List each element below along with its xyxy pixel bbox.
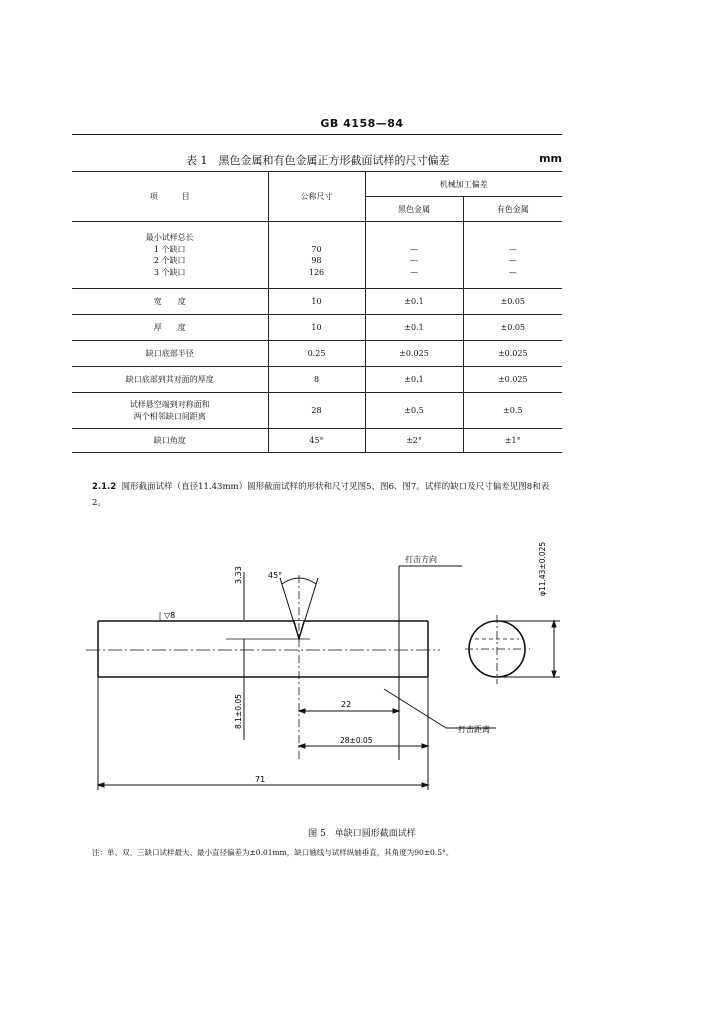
cell-item: 缺口底部半径: [72, 341, 268, 367]
paragraph-text: 圆形截面试样（直径11.43mm）圆形截面试样的形状和尺寸见图5、图6、图7。试样的缺口及尺寸偏差见图8和表2。: [92, 482, 550, 508]
cell-ferrous: ±0.1: [365, 289, 463, 315]
cell-nominal: 10: [268, 289, 365, 315]
cell-nonferrous: ±1°: [463, 429, 562, 453]
head-nonferrous: 有色金属: [463, 197, 562, 222]
head-machining: 机械加工偏差: [365, 172, 562, 197]
cell-nominal: 45°: [268, 429, 365, 453]
diameter-label: φ11.43±0.025: [538, 541, 547, 596]
standard-header: GB 4158—84: [320, 117, 404, 130]
head-ferrous: 黑色金属: [365, 197, 463, 222]
figure-note: 注：单、双、三缺口试样最大、最小直径偏差为±0.01mm，缺口轴线与试样纵轴垂直，其角度为90±0.5°。: [92, 848, 454, 857]
strike-direction-label: 打击方向: [405, 555, 437, 564]
dim-22-label: 22: [341, 700, 352, 709]
cell-item: 缺口角度: [72, 429, 268, 453]
cell-item: 宽 度: [72, 289, 268, 315]
dim-71-label: 71: [255, 775, 266, 784]
strike-distance-label: 打击距离: [458, 725, 490, 734]
head-item: 项 目: [72, 172, 268, 222]
cell-ferrous: ±2°: [365, 429, 463, 453]
cell-nominal: 0.25: [268, 341, 365, 367]
table-caption-title: 表 1 黑色金属和有色金属正方形截面试样的尺寸偏差: [186, 154, 450, 167]
cell-nonferrous: ±0.05: [463, 315, 562, 341]
cell-nonferrous: ±0.05: [463, 289, 562, 315]
dim-28-label: 28±0.05: [340, 736, 373, 745]
cell-nonferrous: — — —: [463, 222, 562, 289]
angle-label: 45°: [268, 571, 283, 580]
cell-nonferrous: ±0.025: [463, 341, 562, 367]
table-caption-unit: mm: [539, 152, 562, 165]
cell-nominal: 28: [268, 393, 365, 429]
cell-item: 试样悬空端到对称面和 两个相邻缺口间距离: [72, 393, 268, 429]
cell-ferrous: ±0.025: [365, 341, 463, 367]
section-number: 2.1.2: [92, 482, 117, 492]
dim-333-label: 3.33: [234, 566, 243, 584]
cell-ferrous: — — —: [365, 222, 463, 289]
cell-nominal: 8: [268, 367, 365, 393]
dim-81-label: 8.1±0.05: [234, 694, 243, 729]
cell-item: 缺口底部到其对面的厚度: [72, 367, 268, 393]
figure-caption: 图 5 单缺口圆形截面试样: [308, 829, 416, 839]
cell-ferrous: ±0.1: [365, 315, 463, 341]
cell-ferrous: ±0.5: [365, 393, 463, 429]
head-nominal: 公称尺寸: [268, 172, 365, 222]
cell-nominal: 70 98 126: [268, 222, 365, 289]
cell-nonferrous: ±0.025: [463, 367, 562, 393]
cell-item: 最小试样总长 1 个缺口 2 个缺口 3 个缺口: [72, 222, 268, 289]
cell-item: 厚 度: [72, 315, 268, 341]
cell-ferrous: ±0.1: [365, 367, 463, 393]
cell-nominal: 10: [268, 315, 365, 341]
roughness-label: ▽8: [164, 611, 176, 620]
cell-nonferrous: ±0.5: [463, 393, 562, 429]
